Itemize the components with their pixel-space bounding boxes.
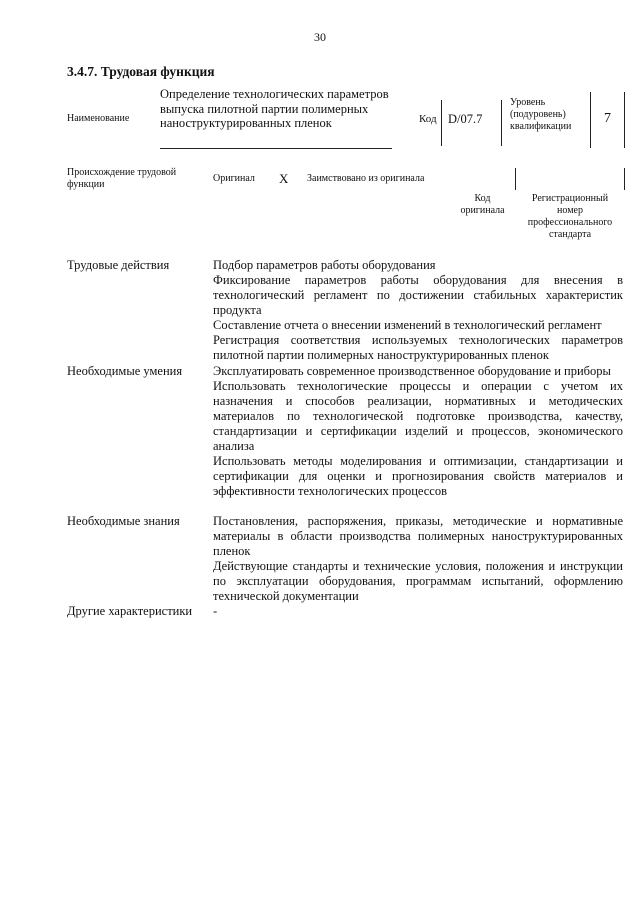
- list-item: Регистрация соответствия используемых технологических параметров пилотной партии полимерных наноструктурированных пленок: [213, 333, 623, 362]
- code-divider-left: [441, 100, 442, 146]
- level-divider: [590, 92, 591, 148]
- list-item: Составление отчета о внесении изменений в технологический регламент: [213, 318, 602, 332]
- knowledge-list: [213, 514, 623, 604]
- list-item: Эксплуатировать современное производственное оборудование и приборы: [213, 364, 611, 378]
- level-label: Уровень (подуровень) квалификации: [510, 97, 572, 132]
- labor-actions-list: [213, 258, 623, 363]
- section-title: 3.4.7. Трудовая функция: [67, 64, 215, 79]
- list-item: Действующие стандарты и технические условия, положения и инструкции по эксплуатации оборудования, программам испытаний, оформлению технической документации: [213, 559, 623, 603]
- skills-label: Необходимые умения: [67, 364, 183, 378]
- list-item: Постановления, распоряжения, приказы, методические и нормативные материалы в области производства полимерных наноструктурированных пленок: [213, 514, 623, 558]
- origin-borrowed: Заимствовано из оригинала: [307, 173, 425, 184]
- name-label: Наименование: [67, 113, 130, 124]
- knowledge-label: Необходимые знания: [67, 514, 180, 528]
- level-border-right: [624, 92, 625, 148]
- origin-border-right: [624, 168, 625, 190]
- other-characteristics-value: -: [213, 604, 218, 618]
- code-value: D/07.7: [448, 112, 483, 126]
- function-name: Определение технологических параметров выпуска пилотной партии полимерных наноструктурированных пленок: [160, 87, 389, 130]
- list-item: Использовать технологические процессы и операции с учетом их назначения и способов реализации, нормативных и методических материалов по технологической подготовке производства, качеству, стандартизации и сертификации изделий и процессов, экономического анализа: [213, 379, 623, 453]
- origin-original: Оригинал: [213, 173, 255, 184]
- skills-list: [213, 364, 623, 499]
- name-underline: [160, 148, 392, 149]
- origin-label: Происхождение трудовой функции: [67, 167, 177, 190]
- list-item: Фиксирование параметров работы оборудования для внесения в технологический регламент по достижении стабильных характеристик продукта: [213, 273, 623, 317]
- list-item: Использовать методы моделирования и оптимизации, стандартизации и сертификации для оценки и прогнозирования свойств материалов и эффективности технологических процессов: [213, 454, 623, 498]
- original-code-label: Код оригинала: [460, 193, 505, 216]
- level-value: 7: [604, 111, 611, 126]
- page-number: 30: [314, 30, 326, 44]
- code-label: Код: [419, 113, 437, 125]
- list-item: Подбор параметров работы оборудования: [213, 258, 436, 272]
- origin-mark: X: [279, 171, 289, 186]
- origin-divider: [515, 168, 516, 190]
- registration-number-label: Регистрационный номер профессионального стандарта: [527, 193, 613, 240]
- other-characteristics-label: Другие характеристики: [67, 604, 193, 618]
- labor-actions-label: Трудовые действия: [67, 258, 170, 272]
- code-divider-right: [501, 100, 502, 146]
